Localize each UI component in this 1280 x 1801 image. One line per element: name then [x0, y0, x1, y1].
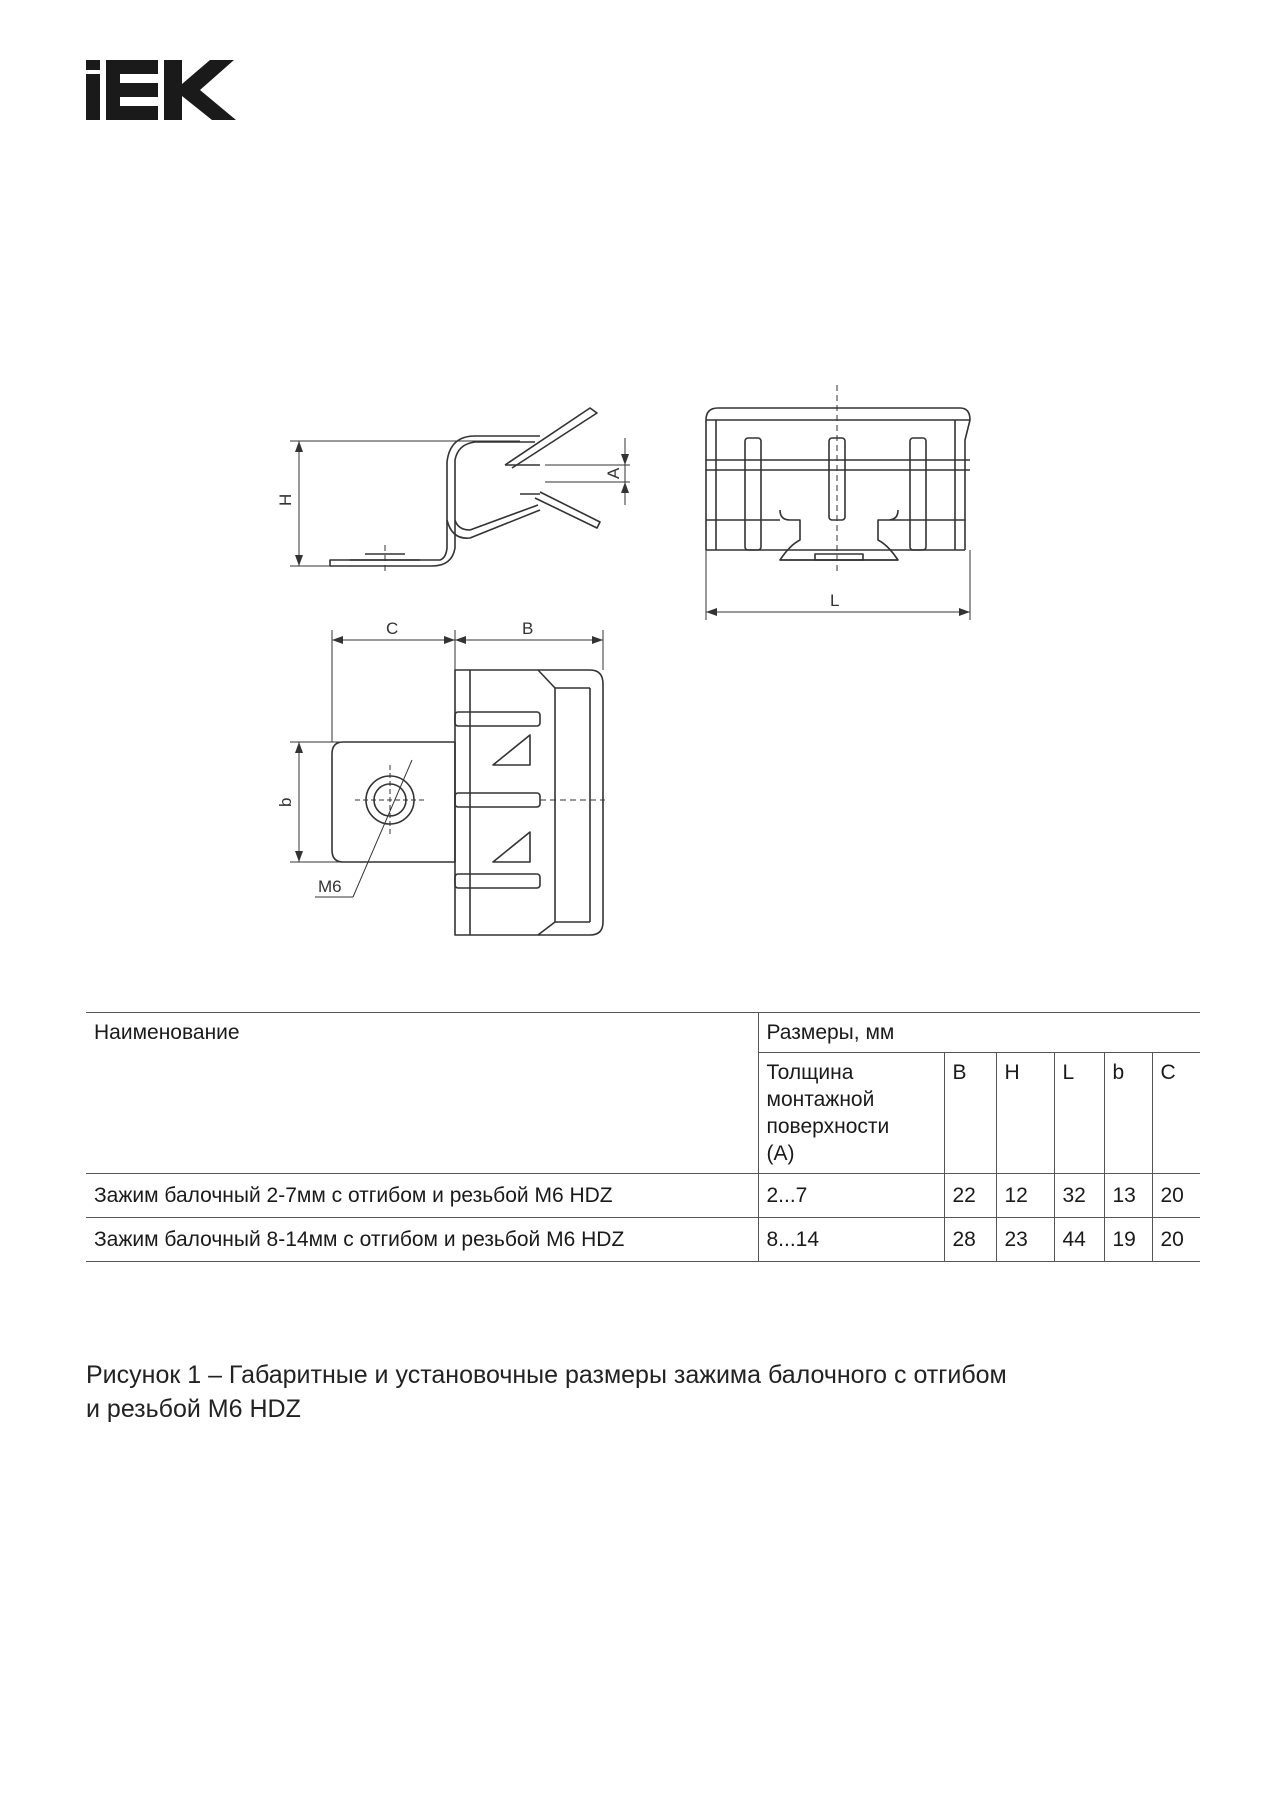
row-H: 12	[996, 1174, 1054, 1218]
row-H: 23	[996, 1218, 1054, 1262]
header-name: Наименование	[86, 1013, 758, 1174]
front-view	[706, 385, 970, 620]
row-name: Зажим балочный 8-14мм с отгибом и резьбой М6 HDZ	[86, 1218, 758, 1262]
caption-line-1: Рисунок 1 – Габаритные и установочные размеры зажима балочного с отгибом	[86, 1361, 1007, 1389]
row-L: 44	[1054, 1218, 1104, 1262]
header-col-H: H	[996, 1053, 1054, 1174]
dim-label-B: B	[522, 619, 534, 638]
dimensions-table	[86, 1012, 1200, 1262]
header-dimensions: Размеры, мм	[758, 1013, 1200, 1053]
dim-label-b: b	[276, 797, 295, 807]
dim-label-L: L	[830, 591, 840, 610]
header-col-C: C	[1152, 1053, 1200, 1174]
row-b: 19	[1104, 1218, 1152, 1262]
dim-label-M6: M6	[318, 877, 342, 896]
row-B: 22	[944, 1174, 996, 1218]
dim-label-H: H	[276, 493, 295, 506]
header-col-b: b	[1104, 1053, 1152, 1174]
row-name: Зажим балочный 2-7мм с отгибом и резьбой М6 HDZ	[86, 1174, 758, 1218]
row-L: 32	[1054, 1174, 1104, 1218]
dim-label-A: A	[604, 467, 623, 479]
header-col-B: B	[944, 1053, 996, 1174]
row-thickness: 2...7	[758, 1174, 944, 1218]
row-thickness: 8...14	[758, 1218, 944, 1262]
table-row	[86, 1218, 1200, 1262]
row-C: 20	[1152, 1174, 1200, 1218]
side-view	[290, 408, 630, 575]
figure-caption	[86, 1358, 1086, 1426]
dim-label-C: C	[386, 619, 399, 638]
header-thickness: Толщина монтажной поверхности (A)	[758, 1053, 944, 1174]
table-row	[86, 1174, 1200, 1218]
header-col-L: L	[1054, 1053, 1104, 1174]
row-b: 13	[1104, 1174, 1152, 1218]
row-C: 20	[1152, 1218, 1200, 1262]
row-B: 28	[944, 1218, 996, 1262]
caption-line-2: и резьбой М6 HDZ	[86, 1395, 301, 1423]
